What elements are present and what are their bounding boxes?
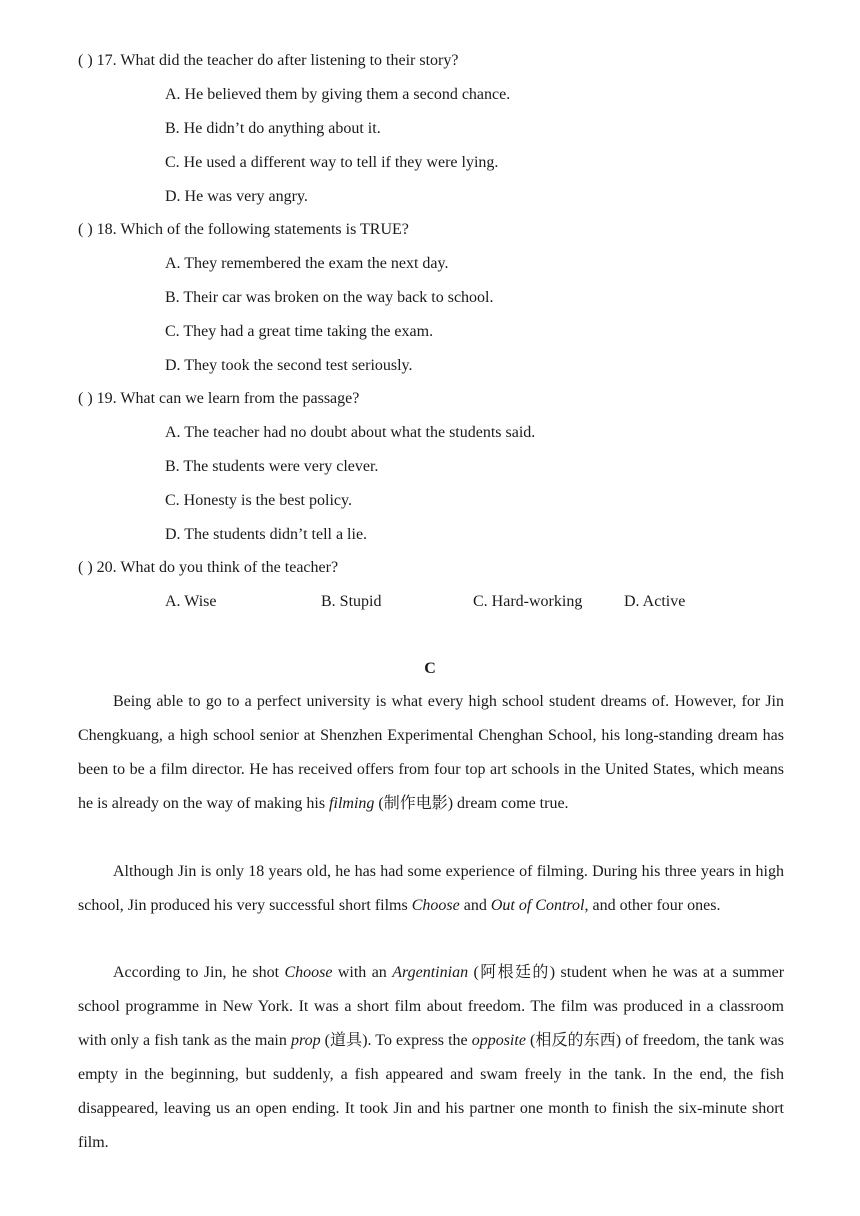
question-19-option-a: A. The teacher had no doubt about what the students said. bbox=[165, 424, 536, 441]
question-19: ( ) 19. What can we learn from the passage? bbox=[78, 390, 360, 407]
question-18-option-c: C. They had a great time taking the exam. bbox=[165, 323, 434, 340]
question-17: ( ) 17. What did the teacher do after listening to their story? bbox=[78, 52, 459, 69]
question-20-option-d: D. Active bbox=[624, 593, 686, 610]
question-20-option-c: C. Hard-working bbox=[473, 593, 583, 610]
question-20-option-b: B. Stupid bbox=[321, 593, 382, 610]
question-17-option-a: A. He believed them by giving them a second chance. bbox=[165, 86, 511, 103]
question-19-option-b: B. The students were very clever. bbox=[165, 458, 379, 475]
question-18-option-b: B. Their car was broken on the way back to school. bbox=[165, 289, 494, 306]
question-18-option-a: A. They remembered the exam the next day. bbox=[165, 255, 449, 272]
question-20-option-a: A. Wise bbox=[165, 593, 217, 610]
question-17-option-d: D. He was very angry. bbox=[165, 188, 308, 205]
passage-paragraph-3: According to Jin, he shot Choose with an Argentinian (阿根廷的) student when he was at a summer school programme in New York. It was a short film about freedom. The film was produced in a classroom with only a fish tank as the main prop (道具). To express the opposite (相反的东西) of freedom, the tank was empty in the beginning, but suddenly, a fish appeared and swam freely in the tank. In the end, the fish disappeared, leaving us an open ending. It took Jin and his partner one month to finish the six-minute short film. bbox=[78, 964, 785, 1151]
question-20: ( ) 20. What do you think of the teacher? bbox=[78, 559, 339, 576]
question-19-option-d: D. The students didn’t tell a lie. bbox=[165, 526, 368, 543]
question-17-option-b: B. He didn’t do anything about it. bbox=[165, 120, 381, 137]
passage-paragraph-1: Being able to go to a perfect university is what every high school student dreams of. However, for Jin Chengkuang, a high school senior at Shenzhen Experimental Chenghan School, his long-standing dream has been to be a film director. He has received offers from four top art schools in the United States, which means he is already on the way of making his filming (制作电影) dream come true. bbox=[78, 693, 784, 812]
question-19-option-c: C. Honesty is the best policy. bbox=[165, 492, 352, 509]
question-18-option-d: D. They took the second test seriously. bbox=[165, 357, 413, 374]
section-heading: C bbox=[424, 660, 436, 677]
question-18: ( ) 18. Which of the following statements is TRUE? bbox=[78, 221, 409, 238]
question-17-option-c: C. He used a different way to tell if they were lying. bbox=[165, 154, 499, 171]
passage-paragraph-2: Although Jin is only 18 years old, he has had some experience of filming. During his three years in high school, Jin produced his very successful short films Choose and Out of Control, and other four ones. bbox=[78, 863, 784, 914]
